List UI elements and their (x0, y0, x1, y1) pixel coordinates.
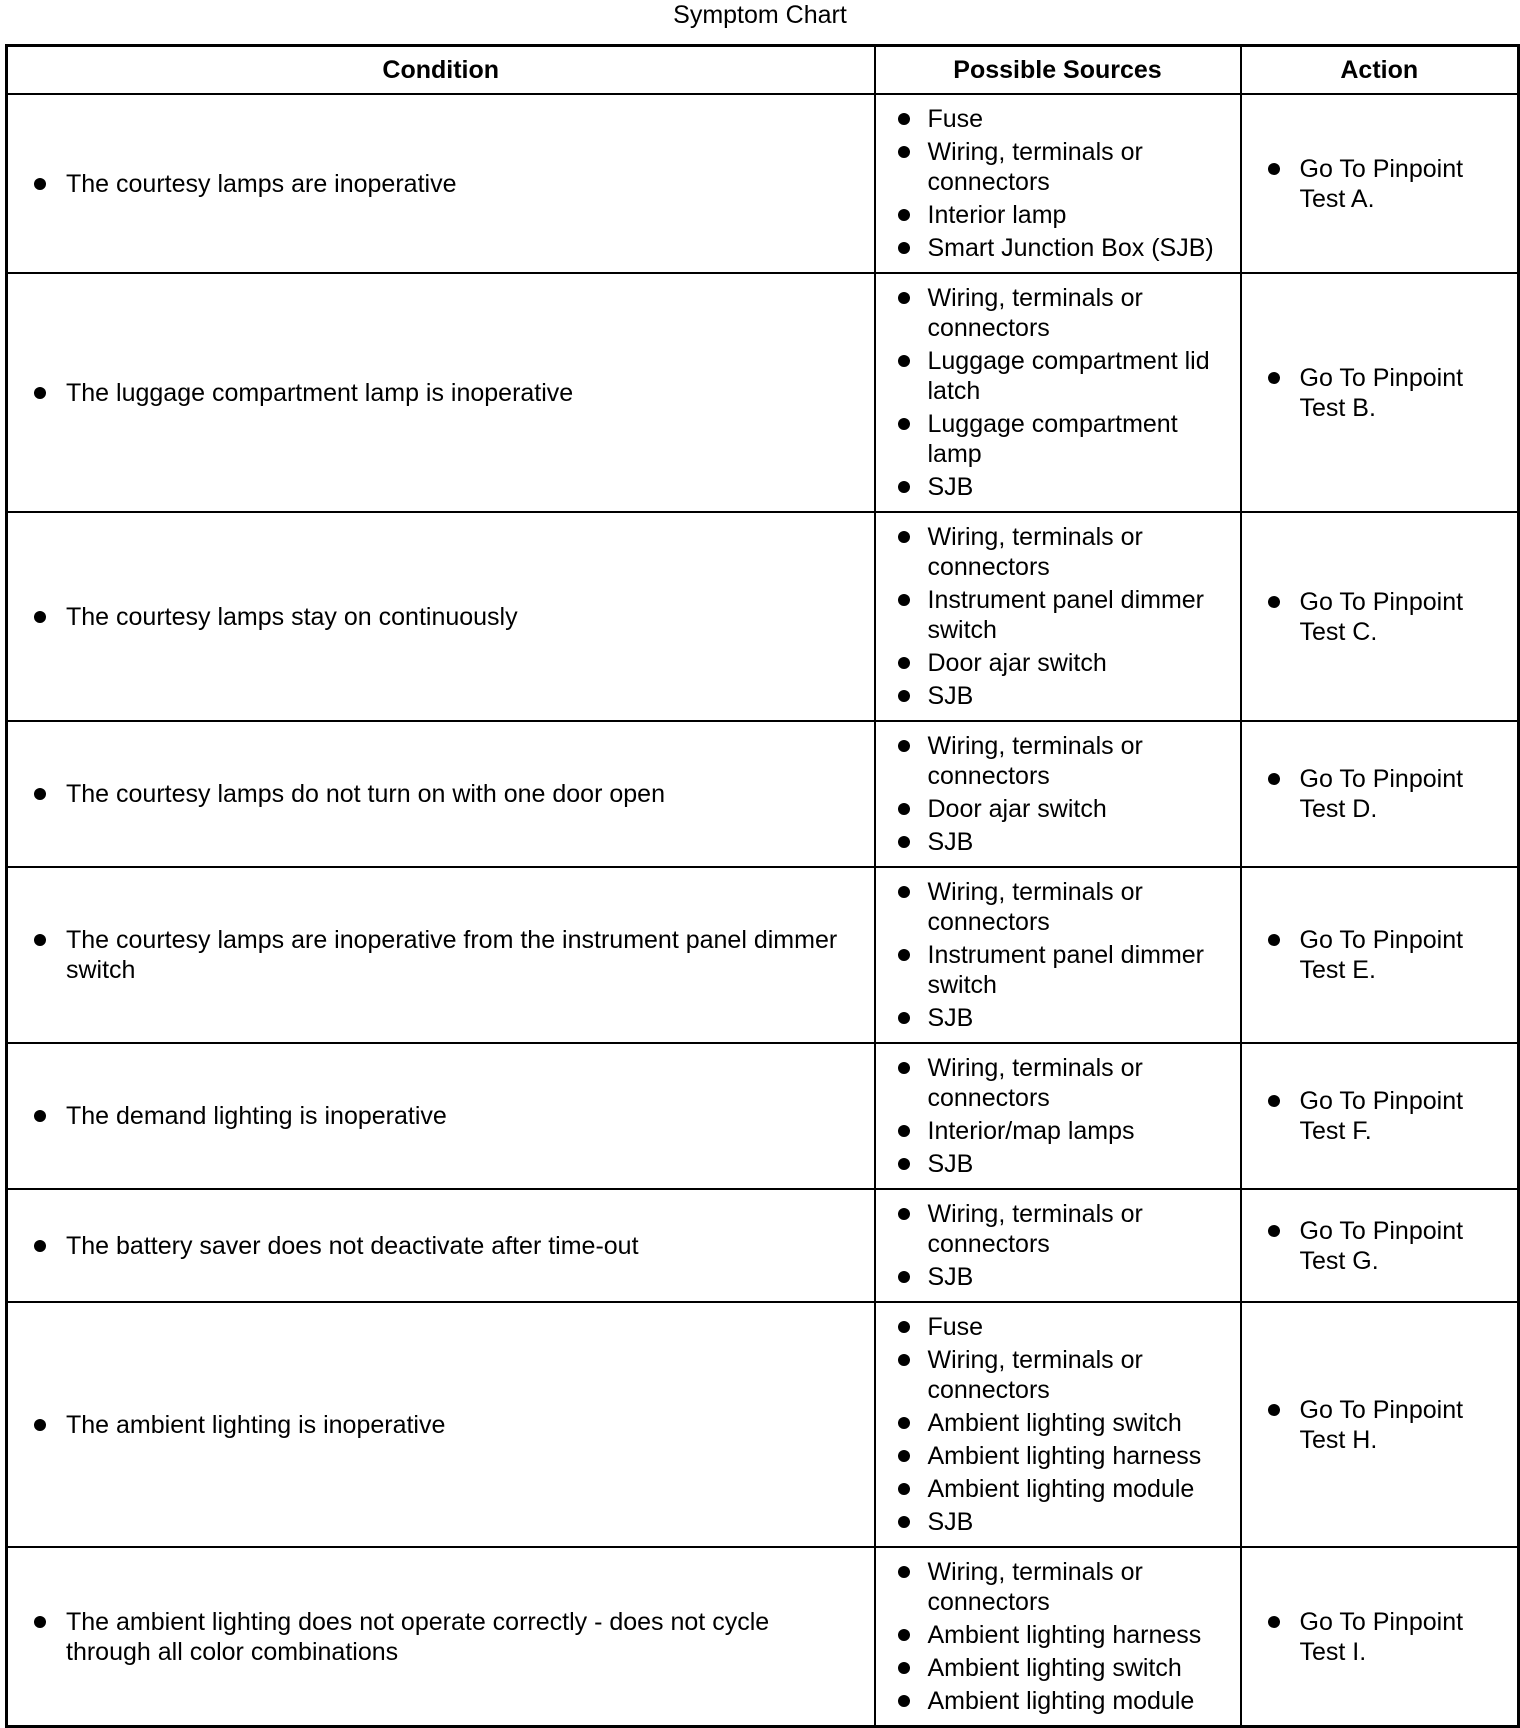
source-text: Wiring, terminals or connectors (927, 1200, 1143, 1258)
bullet-icon (898, 1125, 910, 1137)
action-cell (1241, 512, 1519, 721)
table-row (7, 1302, 1519, 1547)
bullet-icon (34, 611, 46, 623)
list-item (898, 1199, 1232, 1259)
action-text: Go To Pinpoint Test G. (1299, 1216, 1464, 1275)
bullet-icon (1268, 1616, 1280, 1628)
action-cell (1241, 1189, 1519, 1302)
list-item (898, 1507, 1232, 1537)
possible-sources-cell (875, 273, 1241, 512)
source-text: Instrument panel dimmer switch (927, 586, 1205, 644)
bullet-icon (1268, 163, 1280, 175)
table-row (7, 1189, 1519, 1302)
bullet-icon (898, 1012, 910, 1024)
possible-sources-cell (875, 1302, 1241, 1547)
bullet-icon (1268, 1095, 1280, 1107)
bullet-icon (898, 1695, 910, 1707)
condition-text: The luggage compartment lamp is inoperative (66, 378, 574, 407)
action-cell (1241, 867, 1519, 1043)
source-text: Door ajar switch (927, 795, 1107, 823)
condition-cell (7, 1189, 875, 1302)
list-item (898, 731, 1232, 791)
chart-caption: Symptom Chart (673, 1, 847, 29)
bullet-icon (898, 1629, 910, 1641)
condition-text: The battery saver does not deactivate after time-out (66, 1231, 639, 1260)
bullet-icon (898, 836, 910, 848)
bullet-icon (1268, 1404, 1280, 1416)
list-item (898, 1149, 1232, 1179)
action-text: Go To Pinpoint Test E. (1299, 926, 1464, 984)
source-text: Interior/map lamps (927, 1117, 1135, 1145)
possible-sources-cell (875, 1189, 1241, 1302)
bullet-icon (898, 740, 910, 752)
source-text: Luggage compartment lamp (927, 410, 1178, 468)
list-item (898, 522, 1232, 582)
condition-cell (7, 721, 875, 867)
possible-sources-cell (875, 512, 1241, 721)
bullet-icon (34, 1616, 46, 1628)
condition-text: The courtesy lamps are inoperative (66, 169, 457, 198)
bullet-icon (34, 1110, 46, 1122)
source-text: Ambient lighting module (927, 1687, 1195, 1715)
condition-cell (7, 94, 875, 273)
bullet-icon (898, 1566, 910, 1578)
table-row (7, 1547, 1519, 1727)
bullet-icon (898, 1450, 910, 1462)
action-text: Go To Pinpoint Test I. (1299, 1607, 1464, 1666)
possible-sources-cell (875, 721, 1241, 867)
list-item (898, 233, 1232, 263)
list-item (898, 1262, 1232, 1292)
possible-sources-cell (875, 94, 1241, 273)
source-text: Wiring, terminals or connectors (927, 1054, 1143, 1112)
bullet-icon (34, 1240, 46, 1252)
condition-text: The demand lighting is inoperative (66, 1102, 447, 1130)
condition-text: The ambient lighting is inoperative (66, 1410, 446, 1439)
list-item (898, 940, 1232, 1000)
bullet-icon (898, 292, 910, 304)
action-text: Go To Pinpoint Test H. (1299, 1395, 1464, 1454)
header-condition: Condition (7, 46, 875, 95)
list-item (898, 137, 1232, 197)
source-text: Interior lamp (927, 201, 1067, 229)
bullet-icon (898, 113, 910, 125)
list-item (898, 1653, 1232, 1683)
table-body (7, 94, 1519, 1727)
action-text: Go To Pinpoint Test D. (1299, 765, 1464, 823)
symptom-chart-table (5, 44, 1520, 1728)
condition-cell (7, 1302, 875, 1547)
header-action: Action (1241, 46, 1519, 95)
condition-cell (7, 1043, 875, 1189)
bullet-icon (898, 1321, 910, 1333)
source-text: Ambient lighting harness (927, 1442, 1202, 1470)
action-cell (1241, 94, 1519, 273)
list-item (898, 1620, 1232, 1650)
header-row (7, 46, 1519, 95)
list-item (898, 681, 1232, 711)
list-item (898, 1116, 1232, 1146)
list-item (898, 472, 1232, 502)
condition-cell (7, 1547, 875, 1727)
condition-cell (7, 867, 875, 1043)
condition-text: The courtesy lamps stay on continuously (66, 602, 518, 631)
bullet-icon (898, 1271, 910, 1283)
source-text: Wiring, terminals or connectors (927, 138, 1143, 196)
bullet-icon (898, 1208, 910, 1220)
source-text: Door ajar switch (927, 649, 1107, 677)
bullet-icon (898, 481, 910, 493)
list-item (898, 1474, 1232, 1504)
list-item (898, 283, 1232, 343)
list-item (898, 1345, 1232, 1405)
list-item (898, 104, 1232, 134)
table-row (7, 1043, 1519, 1189)
bullet-icon (1268, 596, 1280, 608)
list-item (898, 827, 1232, 857)
condition-cell (7, 512, 875, 721)
bullet-icon (34, 1419, 46, 1431)
action-cell (1241, 1043, 1519, 1189)
bullet-icon (898, 1158, 910, 1170)
list-item (898, 585, 1232, 645)
list-item (898, 1557, 1232, 1617)
source-text: SJB (927, 1004, 974, 1032)
condition-text: The courtesy lamps are inoperative from the instrument panel dimmer switch (66, 926, 838, 984)
source-text: Wiring, terminals or connectors (927, 878, 1143, 936)
bullet-icon (898, 657, 910, 669)
source-text: Ambient lighting switch (927, 1409, 1182, 1437)
source-text: SJB (927, 682, 974, 710)
list-item (898, 1408, 1232, 1438)
bullet-icon (898, 1062, 910, 1074)
list-item (898, 1003, 1232, 1033)
possible-sources-cell (875, 1547, 1241, 1727)
table-row (7, 273, 1519, 512)
list-item (898, 648, 1232, 678)
bullet-icon (34, 178, 46, 190)
action-text: Go To Pinpoint Test C. (1299, 587, 1464, 646)
source-text: Wiring, terminals or connectors (927, 1346, 1143, 1404)
action-cell (1241, 273, 1519, 512)
list-item (898, 200, 1232, 230)
condition-text: The ambient lighting does not operate correctly - does not cycle through all color combinations (66, 1607, 770, 1666)
bullet-icon (898, 594, 910, 606)
source-text: Ambient lighting harness (927, 1621, 1202, 1649)
source-text: SJB (927, 1263, 974, 1291)
possible-sources-cell (875, 867, 1241, 1043)
table-row (7, 867, 1519, 1043)
bullet-icon (34, 788, 46, 800)
table-row (7, 94, 1519, 273)
list-item (898, 1441, 1232, 1471)
source-text: Wiring, terminals or connectors (927, 732, 1143, 790)
bullet-icon (898, 803, 910, 815)
condition-cell (7, 273, 875, 512)
bullet-icon (898, 242, 910, 254)
table-row (7, 512, 1519, 721)
source-text: SJB (927, 828, 974, 856)
bullet-icon (898, 1417, 910, 1429)
bullet-icon (898, 209, 910, 221)
action-text: Go To Pinpoint Test A. (1299, 154, 1464, 213)
source-text: Wiring, terminals or connectors (927, 284, 1143, 342)
bullet-icon (898, 355, 910, 367)
source-text: Instrument panel dimmer switch (927, 941, 1205, 999)
action-cell (1241, 1302, 1519, 1547)
bullet-icon (1268, 934, 1280, 946)
source-text: Luggage compartment lid latch (927, 347, 1210, 405)
bullet-icon (34, 934, 46, 946)
bullet-icon (898, 531, 910, 543)
source-text: SJB (927, 1508, 974, 1536)
bullet-icon (1268, 1225, 1280, 1237)
bullet-icon (898, 1483, 910, 1495)
action-cell (1241, 721, 1519, 867)
bullet-icon (898, 1354, 910, 1366)
bullet-icon (898, 949, 910, 961)
source-text: SJB (927, 473, 974, 501)
list-item (898, 346, 1232, 406)
bullet-icon (34, 387, 46, 399)
source-text: Fuse (927, 105, 984, 133)
source-text: Ambient lighting switch (927, 1654, 1182, 1682)
source-text: Wiring, terminals or connectors (927, 523, 1143, 581)
bullet-icon (898, 146, 910, 158)
condition-text: The courtesy lamps do not turn on with one door open (66, 780, 665, 808)
list-item (898, 877, 1232, 937)
header-possible-sources: Possible Sources (875, 46, 1241, 95)
source-text: SJB (927, 1150, 974, 1178)
bullet-icon (1268, 372, 1280, 384)
bullet-icon (898, 690, 910, 702)
list-item (898, 1053, 1232, 1113)
action-text: Go To Pinpoint Test B. (1299, 363, 1464, 422)
list-item (898, 1312, 1232, 1342)
source-text: Smart Junction Box (SJB) (927, 234, 1214, 262)
possible-sources-cell (875, 1043, 1241, 1189)
list-item (898, 409, 1232, 469)
source-text: Fuse (927, 1313, 984, 1341)
bullet-icon (898, 1516, 910, 1528)
bullet-icon (898, 1662, 910, 1674)
table-row (7, 721, 1519, 867)
source-text: Wiring, terminals or connectors (927, 1558, 1143, 1616)
list-item (898, 794, 1232, 824)
action-text: Go To Pinpoint Test F. (1299, 1087, 1464, 1145)
list-item (898, 1686, 1232, 1716)
action-cell (1241, 1547, 1519, 1727)
bullet-icon (898, 418, 910, 430)
bullet-icon (1268, 773, 1280, 785)
bullet-icon (898, 886, 910, 898)
source-text: Ambient lighting module (927, 1475, 1195, 1503)
